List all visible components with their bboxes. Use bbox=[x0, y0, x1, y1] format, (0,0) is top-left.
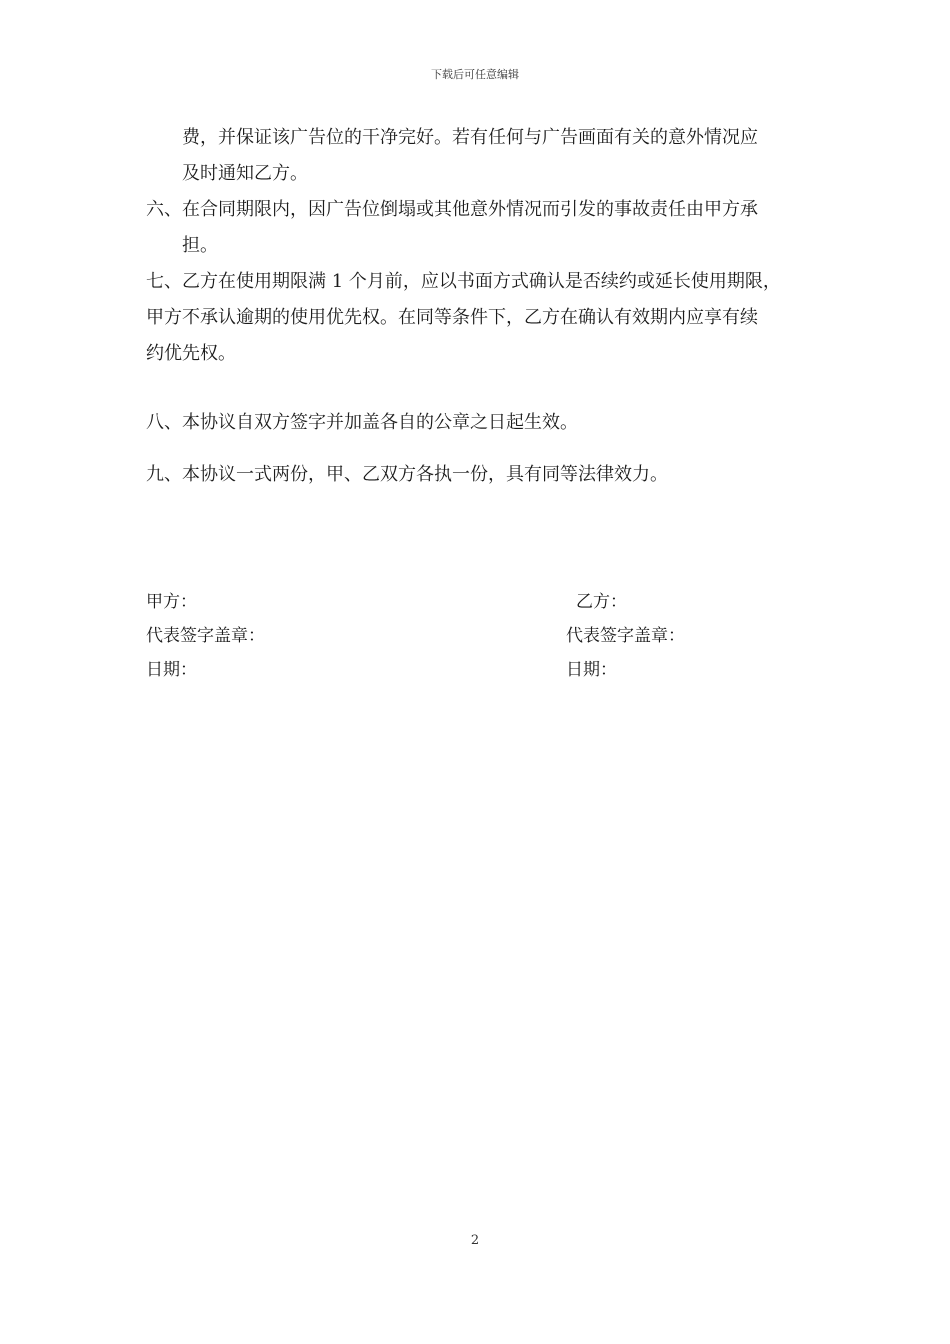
clause-six-line-1: 六、在合同期限内，因广告位倒塌或其他意外情况而引发的事故责任由甲方承 bbox=[146, 199, 758, 220]
page-number: 2 bbox=[470, 1233, 480, 1248]
party-a-representative-signature: 代表签字盖章： bbox=[146, 626, 265, 646]
page-header: 下载后可任意编辑 bbox=[431, 68, 519, 81]
clause-seven-line-1: 七、乙方在使用期限满 1 个月前，应以书面方式确认是否续约或延长使用期限， bbox=[146, 271, 781, 292]
party-b-representative-signature: 代表签字盖章： bbox=[566, 626, 685, 646]
clause-eight: 八、本协议自双方签字并加盖各自的公章之日起生效。 bbox=[146, 412, 578, 433]
party-a-date: 日期： bbox=[146, 660, 197, 680]
party-a-label: 甲方： bbox=[146, 592, 197, 612]
party-b-date: 日期： bbox=[566, 660, 617, 680]
clause-nine: 九、本协议一式两份，甲、乙双方各执一份，具有同等法律效力。 bbox=[146, 464, 668, 485]
clause-seven-line-2: 甲方不承认逾期的使用优先权。在同等条件下，乙方在确认有效期内应享有续 bbox=[146, 307, 758, 328]
clause-five-continuation-line-1: 费，并保证该广告位的干净完好。若有任何与广告画面有关的意外情况应 bbox=[182, 127, 758, 148]
party-b-label: 乙方： bbox=[576, 592, 627, 612]
clause-six-line-2: 担。 bbox=[182, 235, 218, 256]
clause-seven-line-3: 约优先权。 bbox=[146, 343, 236, 364]
clause-five-continuation-line-2: 及时通知乙方。 bbox=[182, 163, 308, 184]
